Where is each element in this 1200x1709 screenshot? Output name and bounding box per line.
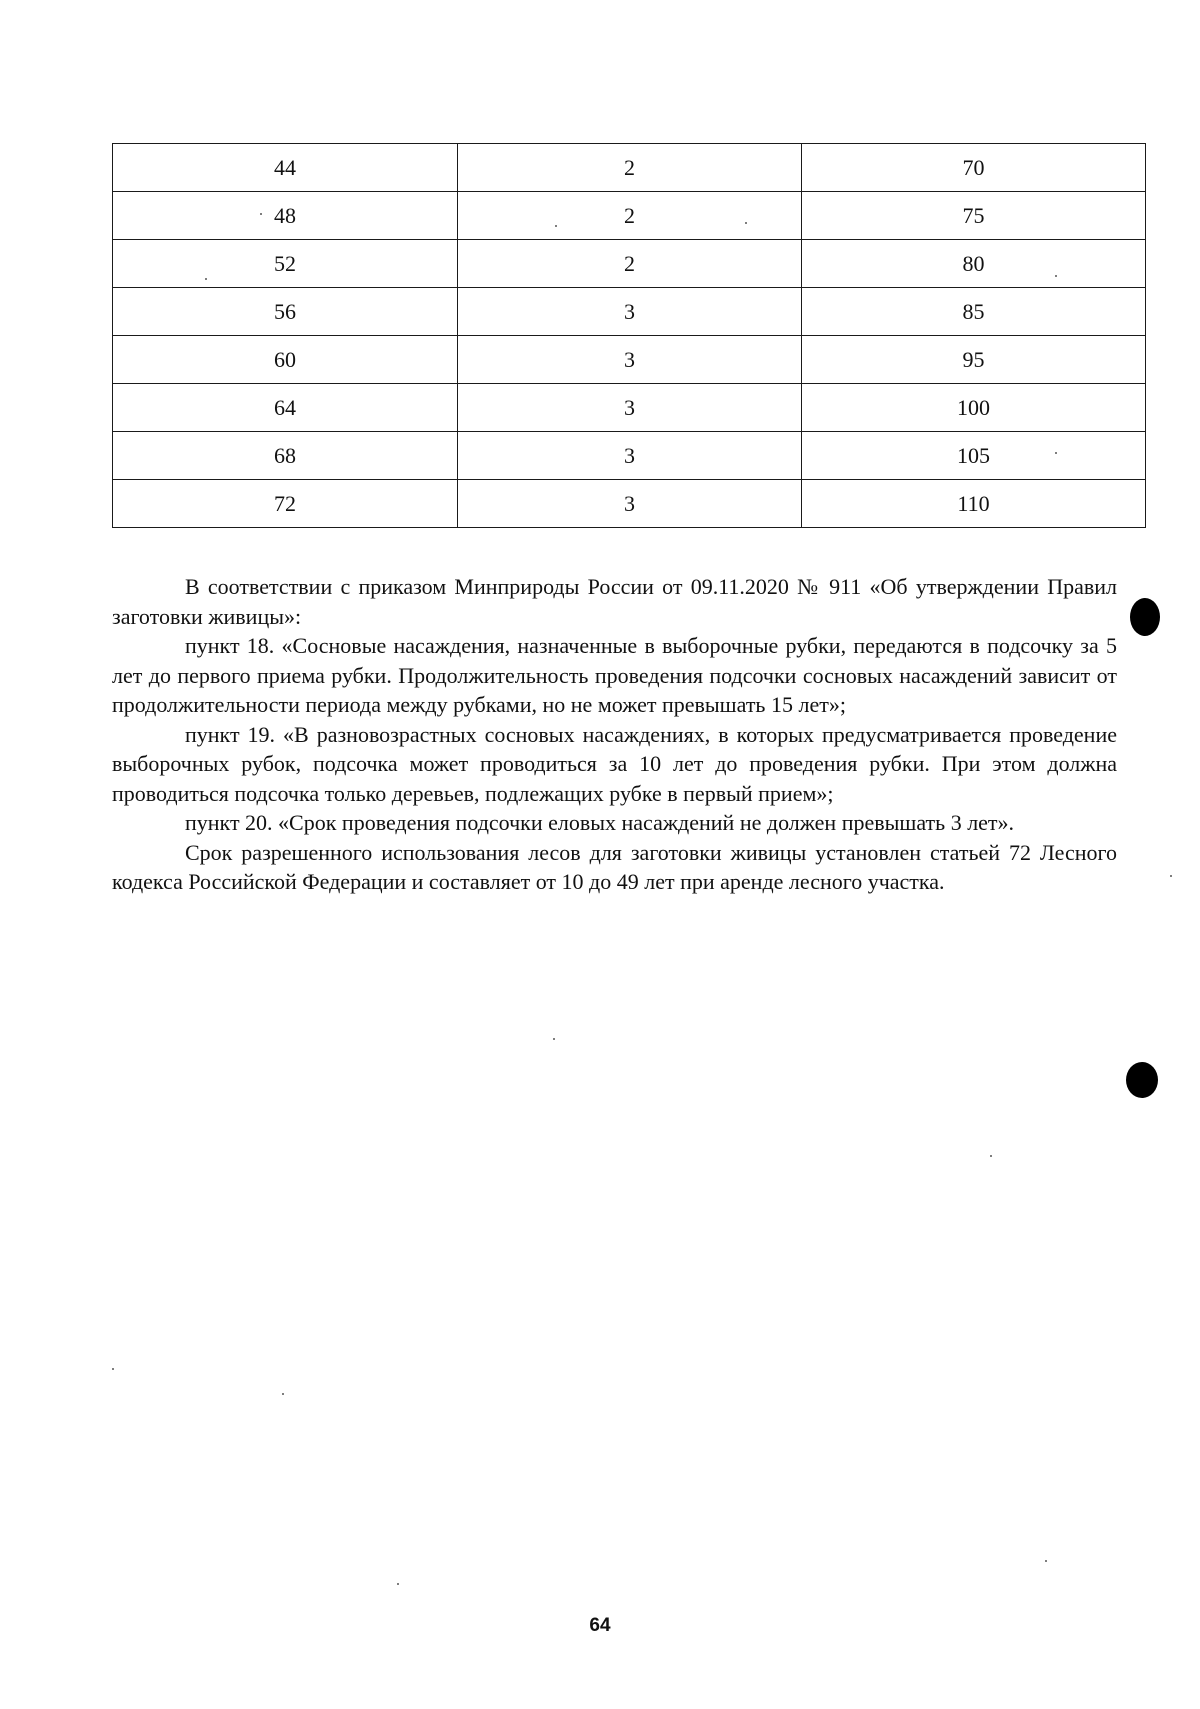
- paragraph-term: Срок разрешенного использования лесов для заготовки живицы установлен статьей 72 Лесного кодекса Российской Федерации и составляет от 10 до 49 лет при аренде лесного участка.: [112, 839, 1117, 894]
- punch-hole-mark: [1126, 1062, 1158, 1098]
- paragraph-item-19: пункт 19. «В разновозрастных сосновых насаждениях, в которых предусматривается проведение выборочных рубок, подсочка может проводиться за 10 лет до проведения рубки. При этом должна проводиться подсочка только деревьев, подлежащих рубке в первый прием»;: [112, 721, 1117, 806]
- table-cell: 2: [458, 240, 802, 288]
- punch-hole-mark: [1130, 598, 1160, 636]
- table-cell: 44: [113, 144, 458, 192]
- scan-speck: [553, 1038, 555, 1040]
- table-cell: 56: [113, 288, 458, 336]
- scan-speck: [205, 278, 207, 280]
- table-cell: 60: [113, 336, 458, 384]
- table-cell: 70: [802, 144, 1146, 192]
- scan-speck: [745, 222, 747, 224]
- table-cell: 3: [458, 336, 802, 384]
- table-row: [113, 384, 1146, 432]
- table-cell: 2: [458, 144, 802, 192]
- table-row: [113, 288, 1146, 336]
- data-table: [112, 143, 1146, 528]
- table-row: [113, 480, 1146, 528]
- table-cell: 72: [113, 480, 458, 528]
- table-cell: 3: [458, 384, 802, 432]
- scan-speck: [112, 1368, 114, 1370]
- scan-speck: [282, 1393, 284, 1395]
- scan-speck: [1055, 452, 1057, 454]
- scan-speck: [990, 1155, 992, 1157]
- scan-speck: [397, 1583, 399, 1585]
- table-cell: 110: [802, 480, 1146, 528]
- paragraph-item-20: пункт 20. «Срок проведения подсочки еловых насаждений не должен превышать 3 лет».: [185, 810, 1015, 835]
- table-cell: 3: [458, 480, 802, 528]
- table-row: [113, 144, 1146, 192]
- page-number: 64: [589, 1615, 611, 1636]
- table-cell: 95: [802, 336, 1146, 384]
- paragraph-item-18: пункт 18. «Сосновые насаждения, назначенные в выборочные рубки, передаются в подсочку за 5 лет до первого приема рубки. Продолжительность проведения подсочки сосновых насаждений зависит от продолжительности периода между рубками, но не может превышать 15 лет»;: [112, 633, 1117, 717]
- table-cell: 2: [458, 192, 802, 240]
- scan-speck: [260, 213, 262, 215]
- table-cell: 64: [113, 384, 458, 432]
- table-cell: 105: [802, 432, 1146, 480]
- table-row: [113, 240, 1146, 288]
- table-row: [113, 336, 1146, 384]
- paragraph-intro: В соответствии с приказом Минприроды России от 09.11.2020 № 911 «Об утверждении Правил заготовки живицы»:: [112, 574, 1117, 629]
- table-cell: 48: [113, 192, 458, 240]
- table-cell: 75: [802, 192, 1146, 240]
- table-row: [113, 432, 1146, 480]
- table-cell: 3: [458, 432, 802, 480]
- scan-speck: [1170, 875, 1172, 877]
- table-row: [113, 192, 1146, 240]
- body-text: [112, 572, 1117, 897]
- scan-speck: [1045, 1560, 1047, 1562]
- scan-speck: [555, 225, 557, 227]
- table-cell: 68: [113, 432, 458, 480]
- table-cell: 3: [458, 288, 802, 336]
- table-cell: 85: [802, 288, 1146, 336]
- table-cell: 52: [113, 240, 458, 288]
- scan-speck: [1055, 275, 1057, 277]
- table-cell: 80: [802, 240, 1146, 288]
- table-cell: 100: [802, 384, 1146, 432]
